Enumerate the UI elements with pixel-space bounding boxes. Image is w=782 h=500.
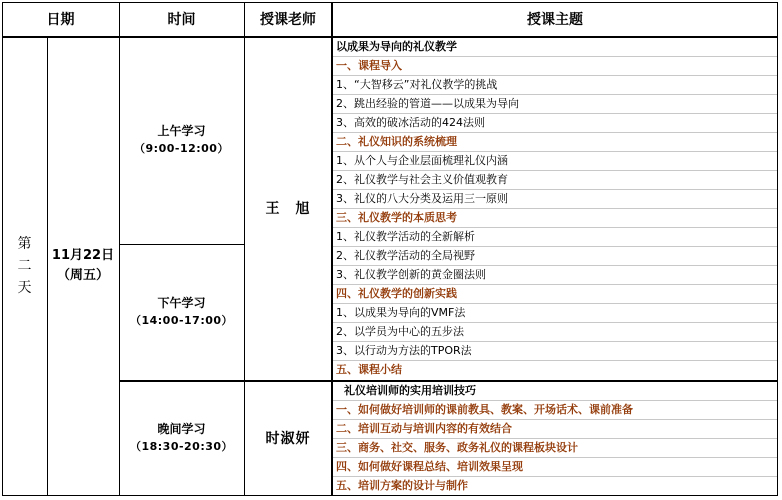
topic-main-title: 礼仪培训师的实用培训技巧 (332, 382, 778, 401)
topic-section: 三、商务、社交、服务、政务礼仪的课程板块设计 (332, 439, 778, 458)
session-time: （18:30-20:30） (129, 440, 234, 453)
topic-section: 一、课程导入 (332, 57, 778, 76)
topic-section: 四、如何做好课程总结、培训效果呈现 (332, 458, 778, 477)
date-cell (47, 36, 119, 496)
teacher-name: 王 旭 (265, 201, 311, 217)
topic-item: 1、礼仪教学活动的全新解析 (332, 228, 778, 247)
topic-item: 1、以成果为导向的VMF法 (332, 304, 778, 323)
day-label-char: 天 (17, 280, 32, 296)
topic-section: 二、礼仪知识的系统梳理 (332, 133, 778, 152)
topic-main-title: 以成果为导向的礼仪教学 (332, 38, 778, 57)
grid-session-divider (119, 244, 244, 245)
topic-section: 四、礼仪教学的创新实践 (332, 285, 778, 304)
session-title: 上午学习 (157, 124, 206, 138)
topic-item: 3、礼仪的八大分类及运用三一原则 (332, 190, 778, 209)
topic-section: 一、如何做好培训师的课前教具、教案、开场话术、课前准备 (332, 401, 778, 420)
topic-item: 1、从个人与企业层面梳理礼仪内涵 (332, 152, 778, 171)
grid-col-divider (47, 36, 48, 496)
grid-col-divider (119, 2, 120, 496)
session-title: 下午学习 (157, 296, 206, 310)
day-label (2, 36, 47, 496)
topic-item: 1、“大智移云”对礼仪教学的挑战 (332, 76, 778, 95)
topic-section: 五、课程小结 (336, 363, 402, 376)
grid-border-left (2, 2, 3, 496)
teacher-day (244, 36, 332, 380)
session-morning (119, 36, 244, 244)
topic-section: 三、礼仪教学的本质思考 (332, 209, 778, 228)
topic-item: 2、礼仪教学与社会主义价值观教育 (332, 171, 778, 190)
day-label-char: 二 (17, 258, 32, 274)
topic-item: 3、高效的破冰活动的424法则 (332, 114, 778, 133)
teacher-evening (244, 380, 332, 496)
day-label-char: 第 (17, 236, 32, 252)
topic-item: 2、礼仪教学活动的全局视野 (332, 247, 778, 266)
grid-border-right (777, 2, 778, 496)
schedule-table (2, 2, 778, 496)
date-text: 11月22日 (51, 248, 115, 263)
session-afternoon (119, 244, 244, 380)
teacher-name: 时淑妍 (265, 431, 311, 447)
weekday-text: （周五） (56, 268, 109, 283)
topic-item: 2、跳出经验的管道——以成果为导向 (332, 95, 778, 114)
grid-session-divider (119, 380, 778, 382)
header-date: 日期 (46, 12, 75, 28)
topic-item: 2、以学员为中心的五步法 (332, 323, 778, 342)
session-evening (119, 380, 244, 496)
header-topic: 授课主题 (527, 12, 583, 28)
header-time: 时间 (167, 12, 196, 28)
topic-item: 3、以行动为方法的TPOR法 (332, 342, 778, 361)
topic-item: 3、礼仪教学创新的黄金圈法则 (332, 266, 778, 285)
grid-col-divider (331, 2, 333, 496)
session-time: （9:00-12:00） (134, 142, 229, 155)
session-title: 晚间学习 (157, 422, 206, 436)
grid-col-divider (244, 2, 245, 496)
topic-section: 五、培训方案的设计与制作 (336, 479, 468, 492)
topic-section: 二、培训互动与培训内容的有效结合 (332, 420, 778, 439)
session-time: （14:00-17:00） (129, 314, 234, 327)
header-teacher: 授课老师 (260, 12, 316, 28)
